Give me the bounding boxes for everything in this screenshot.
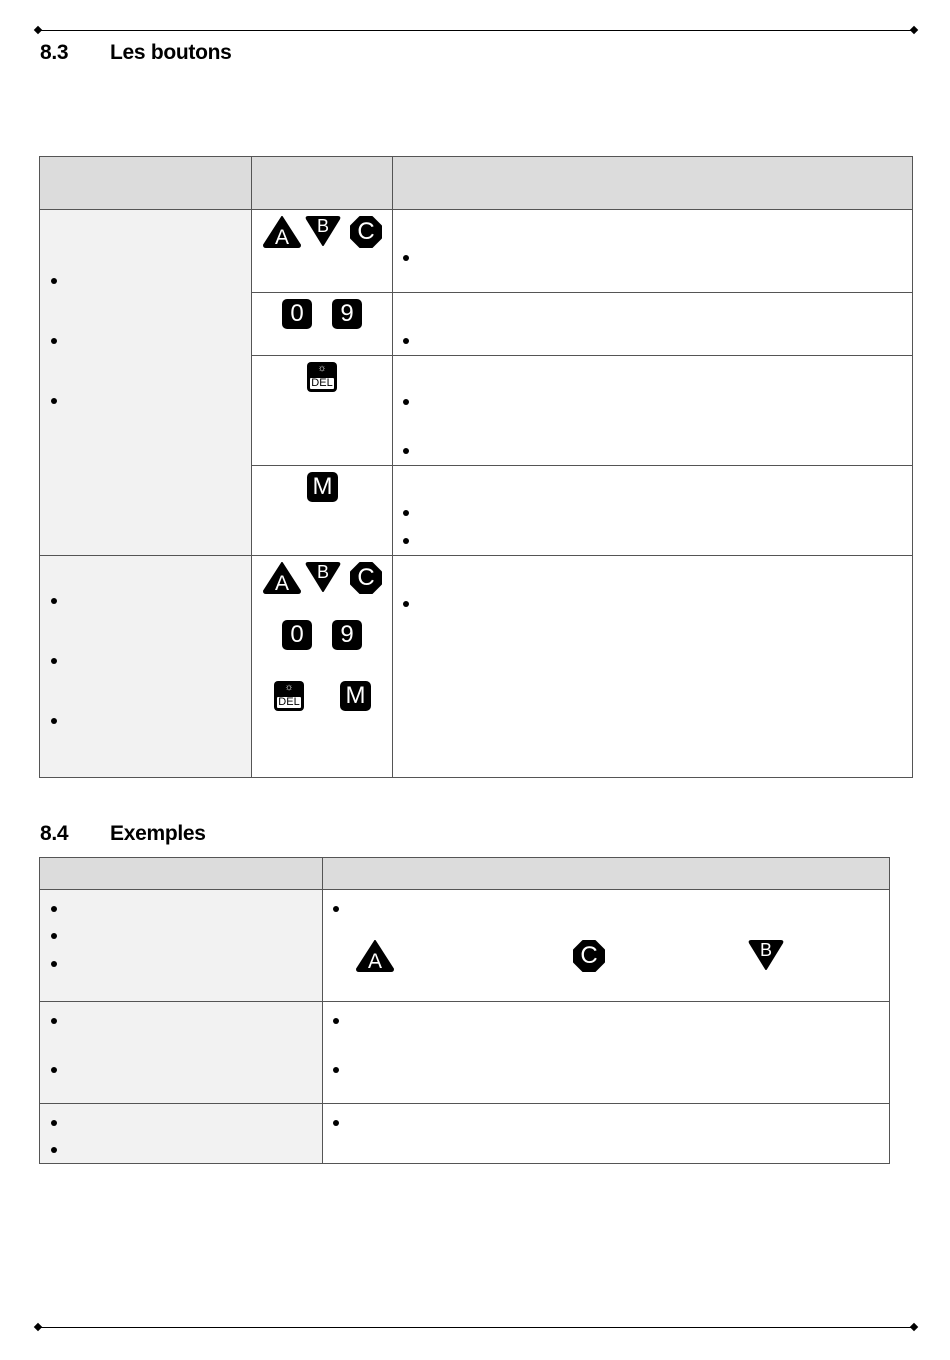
bullet — [51, 338, 57, 344]
bullet — [51, 906, 57, 912]
key-9-icon: 9 — [332, 299, 362, 329]
bullet — [403, 338, 409, 344]
top-rule — [38, 30, 914, 31]
section-number: 8.3 — [40, 41, 69, 64]
table-row — [40, 890, 890, 1002]
buttons-table — [39, 156, 913, 778]
example-result-cell — [323, 1002, 890, 1104]
a-button-icon: A — [263, 216, 301, 248]
description-cell — [393, 293, 913, 356]
button-cell — [252, 210, 393, 293]
header-cell — [252, 157, 393, 210]
table-row — [40, 210, 913, 293]
header-cell — [393, 157, 913, 210]
table-header-row — [40, 858, 890, 890]
bullet — [51, 1120, 57, 1126]
example-result-cell — [323, 890, 890, 1002]
section-number: 8.4 — [40, 822, 69, 845]
bullet — [51, 398, 57, 404]
key-9-icon: 9 — [332, 620, 362, 650]
bullet — [51, 278, 57, 284]
c-button-icon: C — [573, 940, 605, 972]
a-button-icon: A — [356, 940, 394, 972]
b-button-icon: B — [748, 940, 784, 970]
mode-cell — [40, 210, 252, 556]
bullet — [333, 1120, 339, 1126]
c-button-icon: C — [350, 562, 382, 594]
bullet — [51, 598, 57, 604]
bullet — [333, 1018, 339, 1024]
description-cell — [393, 356, 913, 466]
section-title: Les boutons — [110, 41, 232, 64]
bullet — [51, 1147, 57, 1153]
c-button-icon: C — [350, 216, 382, 248]
description-cell — [393, 210, 913, 293]
bullet — [403, 255, 409, 261]
header-cell — [323, 858, 890, 890]
bottom-rule — [38, 1327, 914, 1328]
description-cell — [393, 466, 913, 556]
bullet — [51, 658, 57, 664]
m-button-icon: M — [307, 472, 338, 502]
bullet — [403, 510, 409, 516]
m-button-icon: M — [340, 681, 371, 711]
example-condition-cell — [40, 1002, 323, 1104]
header-cell — [40, 858, 323, 890]
sun-icon: ☼ — [284, 682, 294, 693]
example-condition-cell — [40, 1104, 323, 1164]
bullet — [51, 718, 57, 724]
table-row — [40, 1104, 890, 1164]
header-cell — [40, 157, 252, 210]
section-title: Exemples — [110, 822, 206, 845]
button-cell — [252, 466, 393, 556]
button-cell — [252, 356, 393, 466]
bullet — [403, 601, 409, 607]
bullet — [333, 906, 339, 912]
bullet — [403, 448, 409, 454]
description-cell — [393, 556, 913, 778]
section-heading-8-3 — [40, 41, 232, 65]
section-heading-8-4 — [40, 822, 206, 846]
key-0-icon: 0 — [282, 299, 312, 329]
del-button-icon: ☼ DEL — [274, 681, 304, 711]
bullet — [51, 1067, 57, 1073]
b-button-icon: B — [305, 562, 341, 592]
table-row — [40, 1002, 890, 1104]
mode-cell — [40, 556, 252, 778]
key-0-icon: 0 — [282, 620, 312, 650]
bullet — [51, 1018, 57, 1024]
a-button-icon: A — [263, 562, 301, 594]
bullet — [403, 538, 409, 544]
table-row — [40, 556, 913, 778]
b-button-icon: B — [305, 216, 341, 246]
example-result-cell — [323, 1104, 890, 1164]
bullet — [333, 1067, 339, 1073]
bullet — [403, 399, 409, 405]
example-condition-cell — [40, 890, 323, 1002]
table-header-row — [40, 157, 913, 210]
button-cell — [252, 556, 393, 778]
sun-icon: ☼ — [317, 363, 327, 374]
bullet — [51, 933, 57, 939]
examples-table — [39, 857, 890, 1164]
button-cell — [252, 293, 393, 356]
bullet — [51, 961, 57, 967]
del-button-icon: ☼ DEL — [307, 362, 337, 392]
